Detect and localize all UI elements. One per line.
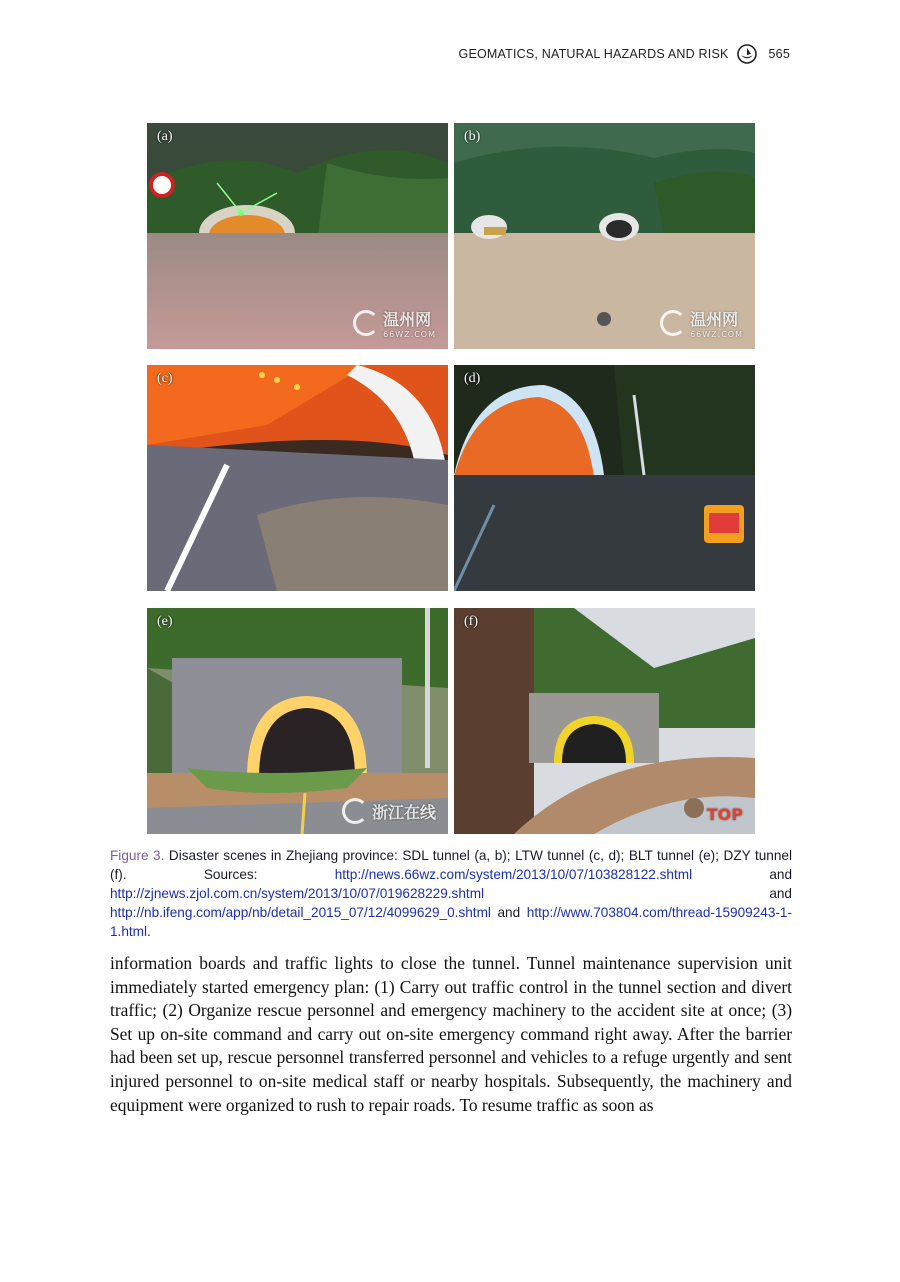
watermark-swirl-icon xyxy=(353,310,379,336)
watermark-66wz: 温州网 66WZ.COM xyxy=(353,307,436,339)
panel-b-photo xyxy=(454,123,755,349)
source-link-ifeng[interactable]: http://nb.ifeng.com/app/nb/detail_2015_07/12/4099629_0.shtml xyxy=(110,905,491,920)
watermark-zjol: 浙江在线 xyxy=(342,798,436,824)
panel-label: (b) xyxy=(464,129,481,144)
body-paragraph: information boards and traffic lights to close the tunnel. Tunnel maintenance supervision unit immediately started emergency plan: (1) Carry out traffic control in the tunnel section and divert traffic; (2) Organize rescue personnel and emergency machinery to the accident site at once; (3) Set up on-site command and carry out on-site emergency command right away. After the barrier had been set up, rescue personnel transferred personnel and vehicles to a refuge urgently and sent injured personnel to on-site medical staff or nearby hospitals. Subsequently, the machinery and equipment were organized to rush to repair roads. To resume traffic as soon as xyxy=(110,953,792,1115)
panel-a-photo xyxy=(147,123,448,349)
source-link-66wz[interactable]: http://news.66wz.com/system/2013/10/07/103828122.shtml xyxy=(334,867,693,882)
watermark-top: TOP xyxy=(706,805,743,824)
caption-and: and xyxy=(769,886,792,901)
watermark-swirl-icon xyxy=(660,310,686,336)
watermark-66wz: 温州网 66WZ.COM xyxy=(660,307,743,339)
panel-c-photo xyxy=(147,365,448,591)
source-link-zjol[interactable]: http://zjnews.zjol.com.cn/system/2013/10/07/019628229.shtml xyxy=(110,886,485,901)
caption-and: and xyxy=(497,905,521,920)
watermark-swirl-icon xyxy=(342,798,368,824)
panel-label: (f) xyxy=(464,614,478,629)
caption-and: and xyxy=(769,867,793,882)
source-link-703804[interactable]: http://www.703804.com/thread-15909243-1-1.html xyxy=(110,905,793,939)
panel-label: (a) xyxy=(157,129,173,144)
panel-label: (d) xyxy=(464,371,481,386)
running-head xyxy=(459,44,790,64)
panel-d-photo xyxy=(454,365,755,591)
panel-label: (c) xyxy=(157,371,173,386)
figure-label: Figure 3. xyxy=(110,848,165,863)
panel-f-photo xyxy=(454,608,755,834)
figure-caption: Figure 3. Disaster scenes in Zhejiang province: SDL tunnel (a, b); LTW tunnel (c, d); BLT tunnel (e); DZY tunnel (f). Sources: http://news.66wz.com/system/2013/10/07/103828122.shtml and http://zjnews.zjol.com.cn/system/2013/10/07/019628229.shtml and http://nb.ifeng.com/app/nb/detail_2015_07/12/4099629_0.shtml and http://www.703804.com/thread-15909243-1-1.html. xyxy=(110,848,793,939)
journal-title: GEOMATICS, NATURAL HAZARDS AND RISK xyxy=(458,47,729,61)
figure-3 xyxy=(147,123,755,834)
caption-text: Disaster scenes in Zhejiang province: SDL tunnel (a, b); LTW tunnel (c, d); BLT tunnel (e); DZY tunnel (f). Sources: xyxy=(110,848,792,882)
panel-label: (e) xyxy=(157,614,173,629)
taylor-francis-boat-icon xyxy=(737,44,757,64)
panel-e-photo xyxy=(147,608,448,834)
page-number: 565 xyxy=(768,47,790,61)
